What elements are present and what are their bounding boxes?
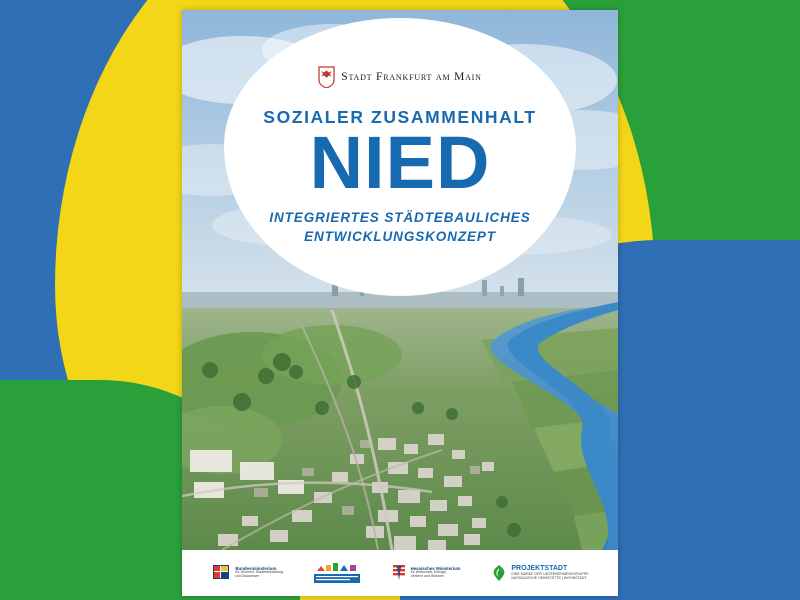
bmwsb-bundesadler-icon xyxy=(211,562,231,584)
hessen-loewe-icon xyxy=(391,562,407,584)
logo-line-1: Hessisches Ministerium xyxy=(410,565,461,571)
logo-line-1: PROJEKTSTADT xyxy=(511,565,568,573)
cover-subtitle-line-2: ENTWICKLUNGSKONZEPT xyxy=(304,229,496,245)
logo-projektstadt xyxy=(491,564,588,582)
projektstadt-icon xyxy=(491,564,507,582)
sponsor-logo-strip xyxy=(182,550,618,596)
logo-line-2: für Wohnen, Stadtentwicklung xyxy=(235,570,284,575)
logo-line-3: Verkehr und Wohnen xyxy=(410,574,445,579)
logo-staedtebaufoerderung xyxy=(314,561,360,585)
logo-line-3: und Bauwesen xyxy=(235,574,260,579)
logo-bundesministerium xyxy=(211,562,283,584)
frankfurt-eagle-crest-icon xyxy=(318,66,335,88)
cover-subtitle-line-1: INTEGRIERTES STÄDTEBAULICHES xyxy=(269,209,531,225)
document-cover-page xyxy=(182,10,618,596)
cover-kicker: SOZIALER ZUSAMMENHALT xyxy=(263,107,537,127)
staedtebaufoerderung-icon xyxy=(314,561,360,585)
logo-hessen-text xyxy=(411,567,461,580)
logo-projektstadt-text xyxy=(511,565,588,581)
logo-line-1: Bundesministerium xyxy=(235,565,277,571)
cover-title: NIED xyxy=(309,121,491,204)
logo-hessen xyxy=(391,562,461,584)
logo-line-2: EINE MARKE DER UNTERNEHMENSGRUPPE xyxy=(511,571,589,576)
city-crest-label: Stadt Frankfurt am Main xyxy=(341,71,482,83)
city-crest-row xyxy=(224,64,576,90)
logo-bundesministerium-text xyxy=(235,567,283,580)
logo-line-3: NASSAUISCHE HEIMSTÄTTE | WOHNSTADT xyxy=(511,575,587,580)
logo-line-2: für Wirtschaft, Energie, xyxy=(410,570,448,575)
